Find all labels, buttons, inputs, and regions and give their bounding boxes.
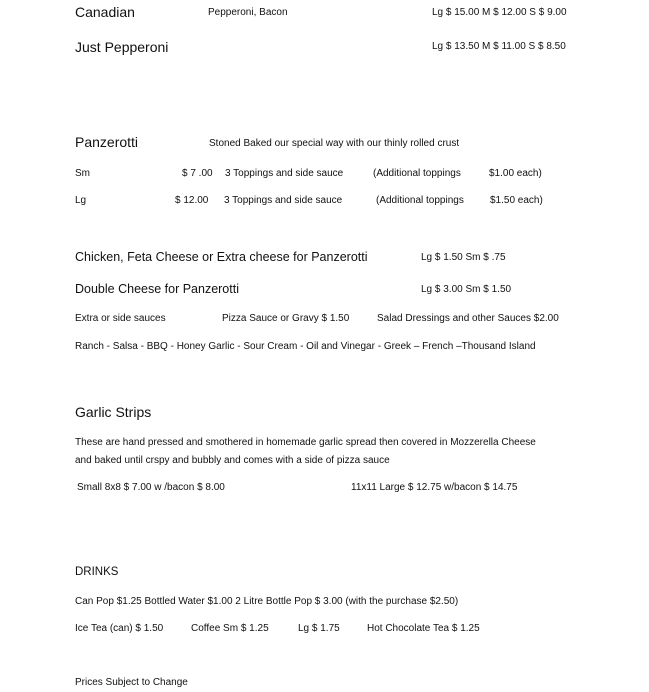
section-title-panzerotti: Panzerotti [75, 134, 139, 150]
garlic-large-price: 11x11 Large $ 12.75 w/bacon $ 14.75 [351, 482, 518, 493]
section-title-garlic-strips: Garlic Strips [75, 404, 152, 420]
panzerotti-price: $ 12.00 [175, 195, 209, 206]
garlic-description: and baked until crspy and bubbly and comes with a side of pizza sauce [75, 455, 390, 466]
panzerotti-additional-price: $1.50 each) [490, 195, 543, 206]
pizza-name: Canadian [75, 4, 135, 20]
dressings-price: Salad Dressings and other Sauces $2.00 [377, 313, 559, 324]
panzerotti-desc: 3 Toppings and side sauce [224, 195, 343, 206]
drink-coffee-large: Lg $ 1.75 [298, 623, 340, 634]
panzerotti-subtitle: Stoned Baked our special way with our thinly rolled crust [209, 138, 460, 149]
extra-item-label: Chicken, Feta Cheese or Extra cheese for Panzerotti [75, 250, 368, 264]
pizza-prices: Lg $ 13.50 M $ 11.00 S $ 8.50 [432, 41, 566, 52]
garlic-small-price: Small 8x8 $ 7.00 w /bacon $ 8.00 [77, 482, 225, 493]
extra-item-price: Lg $ 3.00 Sm $ 1.50 [421, 284, 512, 295]
panzerotti-additional: (Additional toppings [373, 168, 461, 179]
pizza-toppings: Pepperoni, Bacon [208, 7, 288, 18]
sauces-list: Ranch - Salsa - BBQ - Honey Garlic - Sour Cream - Oil and Vinegar - Greek – French –Thousand Island [75, 341, 536, 352]
drink-hot-chocolate: Hot Chocolate Tea $ 1.25 [367, 623, 480, 634]
panzerotti-price: $ 7 .00 [182, 168, 213, 179]
panzerotti-size: Sm [75, 168, 90, 179]
pizza-prices: Lg $ 15.00 M $ 12.00 S $ 9.00 [432, 7, 567, 18]
drink-ice-tea: Ice Tea (can) $ 1.50 [75, 623, 164, 634]
sauces-label: Extra or side sauces [75, 313, 166, 324]
extra-item-price: Lg $ 1.50 Sm $ .75 [421, 252, 506, 263]
panzerotti-additional: (Additional toppings [376, 195, 464, 206]
pizza-name: Just Pepperoni [75, 39, 169, 55]
pizza-sauce-price: Pizza Sauce or Gravy $ 1.50 [222, 313, 350, 324]
garlic-description: These are hand pressed and smothered in homemade garlic spread then covered in Mozzerella Cheese [75, 437, 536, 448]
panzerotti-size: Lg [75, 195, 87, 206]
extra-item-label: Double Cheese for Panzerotti [75, 282, 239, 296]
section-title-drinks: DRINKS [75, 566, 119, 578]
panzerotti-additional-price: $1.00 each) [489, 168, 542, 179]
footer-note: Prices Subject to Change [75, 677, 188, 688]
drinks-line: Can Pop $1.25 Bottled Water $1.00 2 Litre Bottle Pop $ 3.00 (with the purchase $2.50) [75, 596, 459, 607]
panzerotti-desc: 3 Toppings and side sauce [225, 168, 344, 179]
drink-coffee-small: Coffee Sm $ 1.25 [191, 623, 269, 634]
